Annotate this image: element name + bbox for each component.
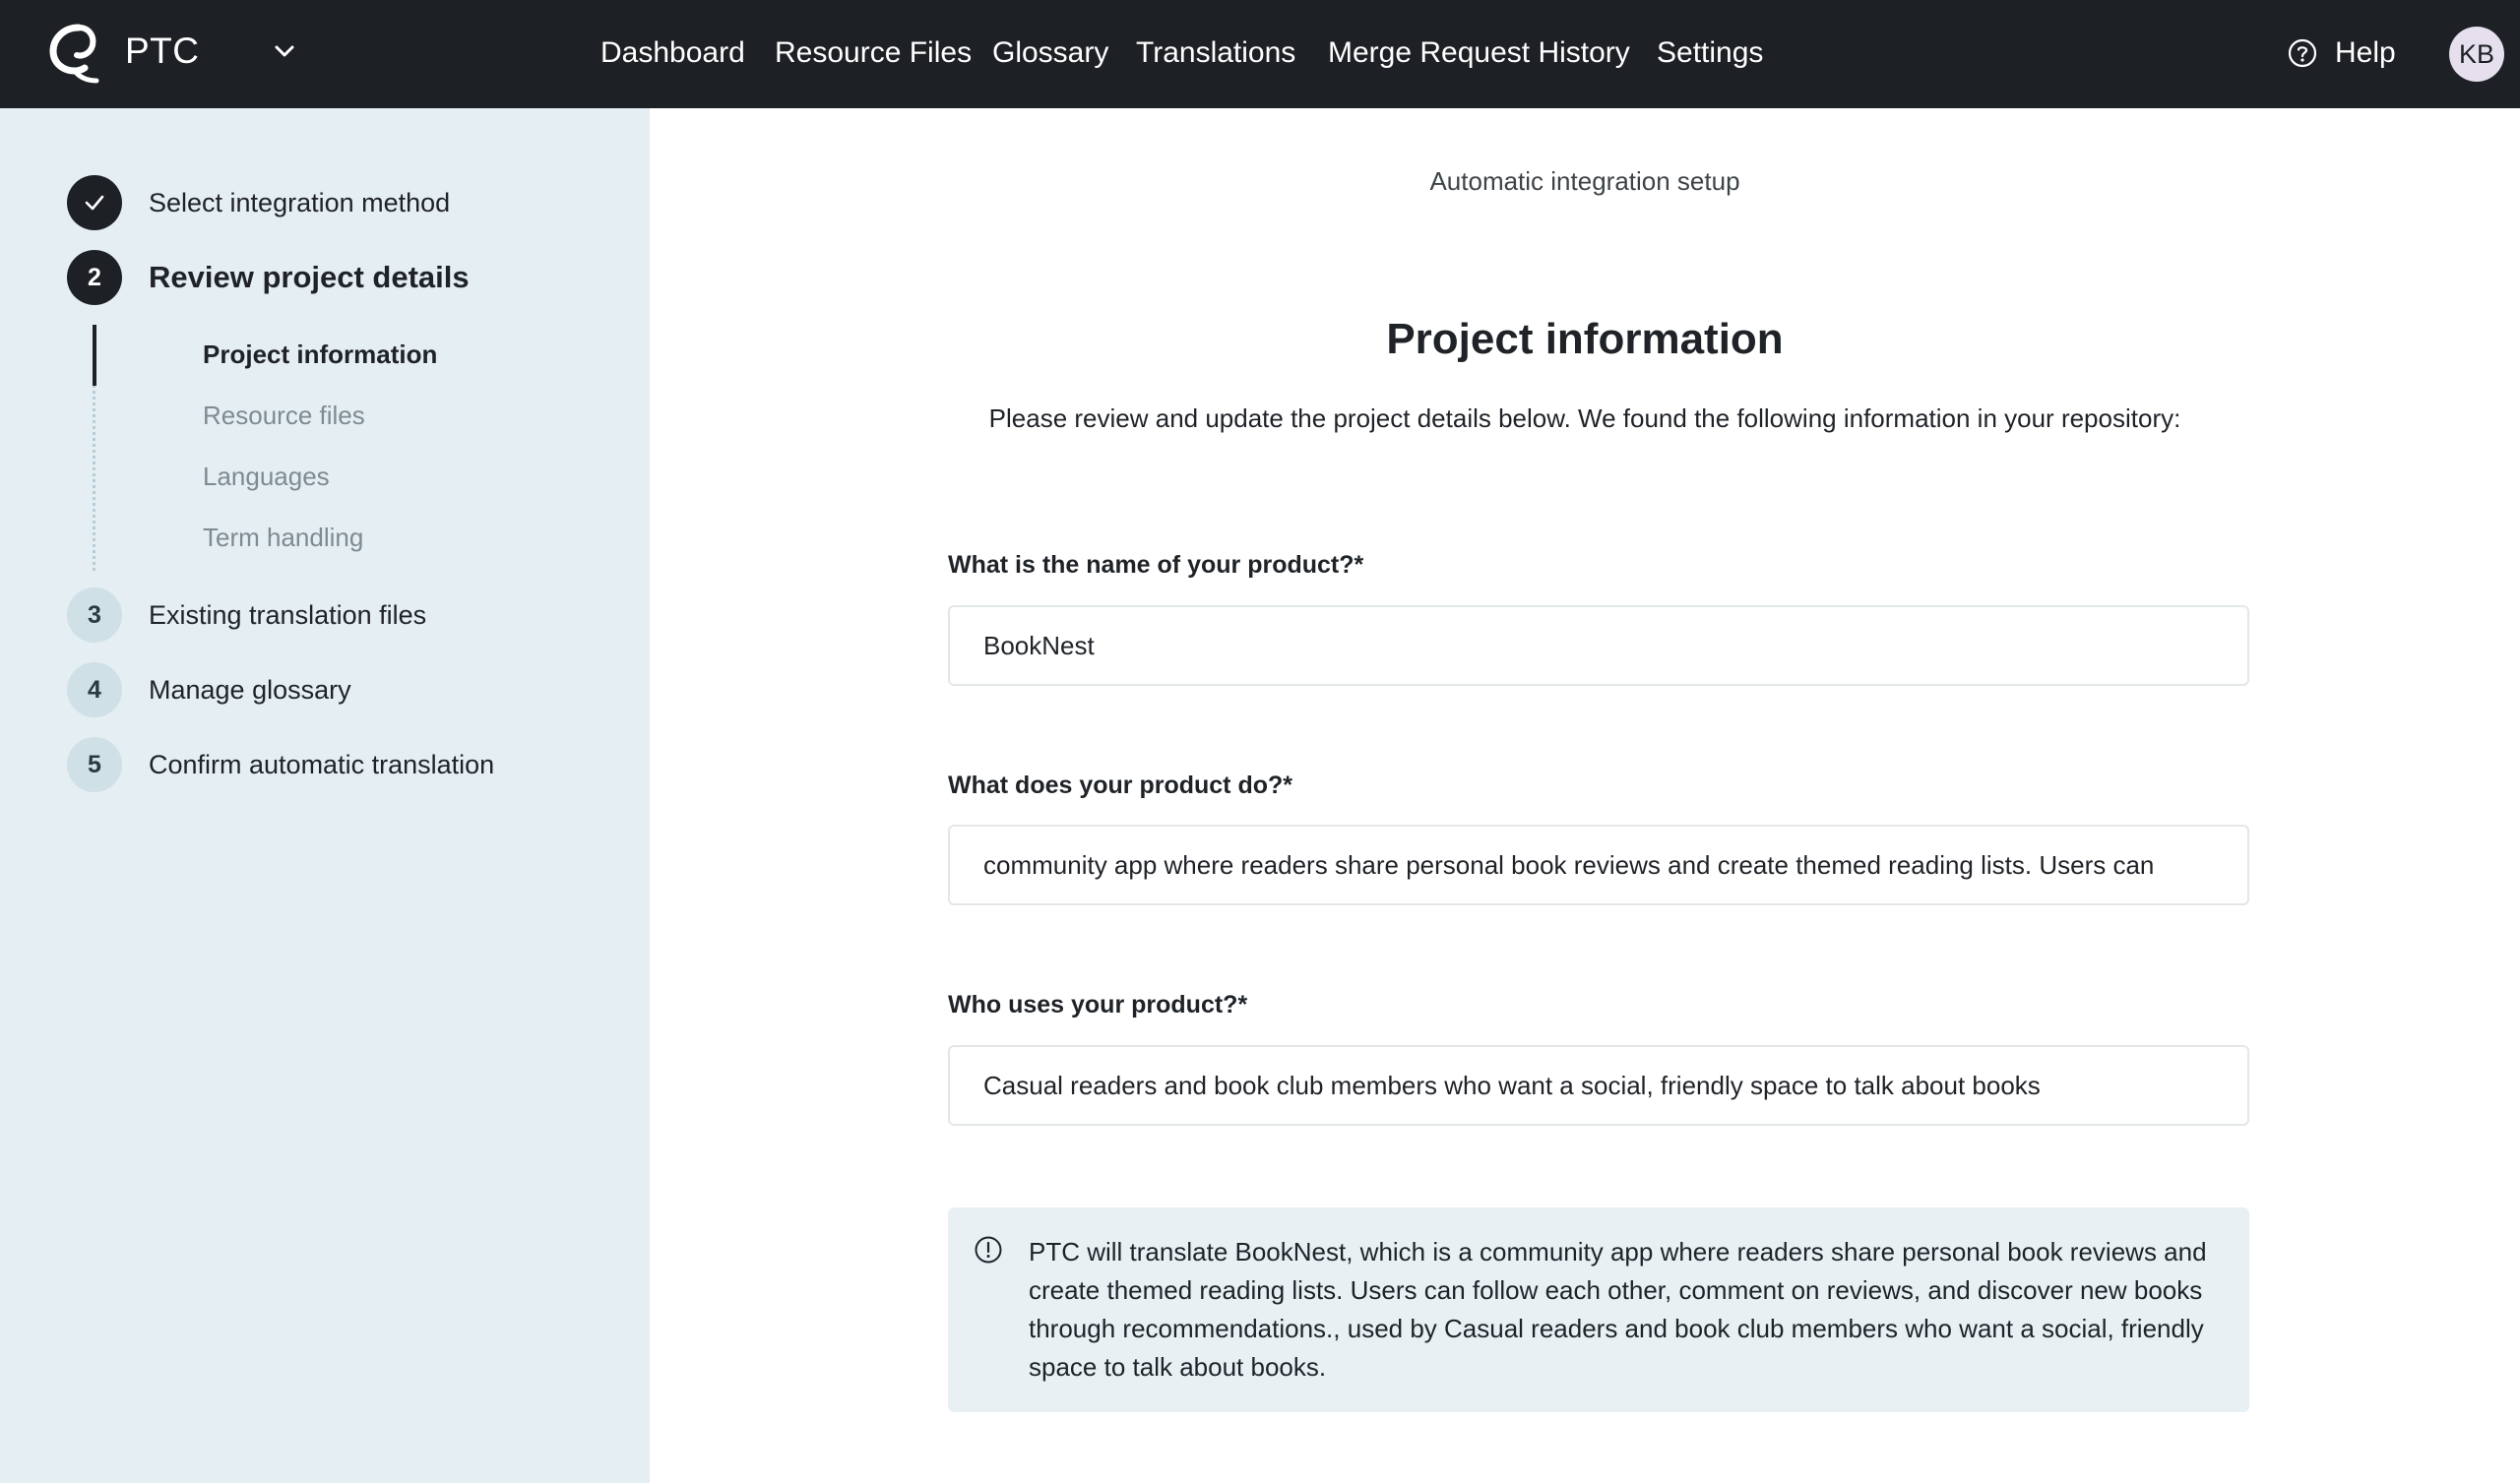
substep-active-indicator [93,325,96,386]
substep-resource-files[interactable]: Resource files [203,401,365,430]
product-name-input[interactable] [948,605,2249,686]
nav-glossary[interactable]: Glossary [992,36,1109,69]
step-manage-glossary[interactable]: Manage glossary [149,675,351,705]
user-avatar[interactable]: KB [2449,27,2504,82]
step-4-number: 4 [67,662,122,717]
setup-stepper-sidebar [0,108,650,1483]
help-circle-icon[interactable] [2287,37,2318,69]
page-description: Please review and update the project details below. We found the following information in your repository: [988,403,2181,433]
product-purpose-input[interactable] [948,825,2249,905]
product-users-label: Who uses your product?* [948,991,1248,1019]
step-existing-translation-files[interactable]: Existing translation files [149,600,427,630]
product-users-input[interactable] [948,1045,2249,1126]
nav-merge-request-history[interactable]: Merge Request History [1328,36,1630,69]
setup-title: Automatic integration setup [1429,166,1740,196]
nav-dashboard[interactable]: Dashboard [600,36,745,69]
product-name-label: What is the name of your product?* [948,551,1364,579]
step-review-project-details[interactable]: Review project details [149,260,470,294]
info-circle-icon [974,1235,1003,1265]
help-link[interactable]: Help [2335,36,2396,69]
product-purpose-label: What does your product do?* [948,772,1292,799]
page-title: Project information [1386,315,1784,363]
step-2-number: 2 [67,250,122,305]
translation-summary-info-box [948,1207,2249,1412]
step-3-number: 3 [67,587,122,643]
substep-project-information[interactable]: Project information [203,340,438,369]
step-5-number: 5 [67,737,122,792]
translation-summary-text: PTC will translate BookNest, which is a community app where readers share personal book reviews and create themed reading lists. Users can follow each other, comment on reviews, and discover new books through recommendations., used by Casual readers and book club members who want a social, friendly space to talk about books. [1029,1237,2207,1382]
nav-settings[interactable]: Settings [1657,36,1764,69]
step-confirm-automatic-translation[interactable]: Confirm automatic translation [149,750,495,779]
nav-translations[interactable]: Translations [1136,36,1296,69]
step-select-integration-method[interactable]: Select integration method [149,188,451,217]
ptc-logo-icon[interactable] [49,22,104,85]
top-navigation-bar [0,0,2520,108]
step-1-complete [67,175,122,230]
substep-languages[interactable]: Languages [203,462,330,491]
nav-resource-files[interactable]: Resource Files [775,36,973,69]
chevron-down-icon[interactable] [270,37,299,65]
substep-term-handling[interactable]: Term handling [203,523,364,552]
check-icon [81,189,108,216]
brand-name: PTC [125,31,200,71]
